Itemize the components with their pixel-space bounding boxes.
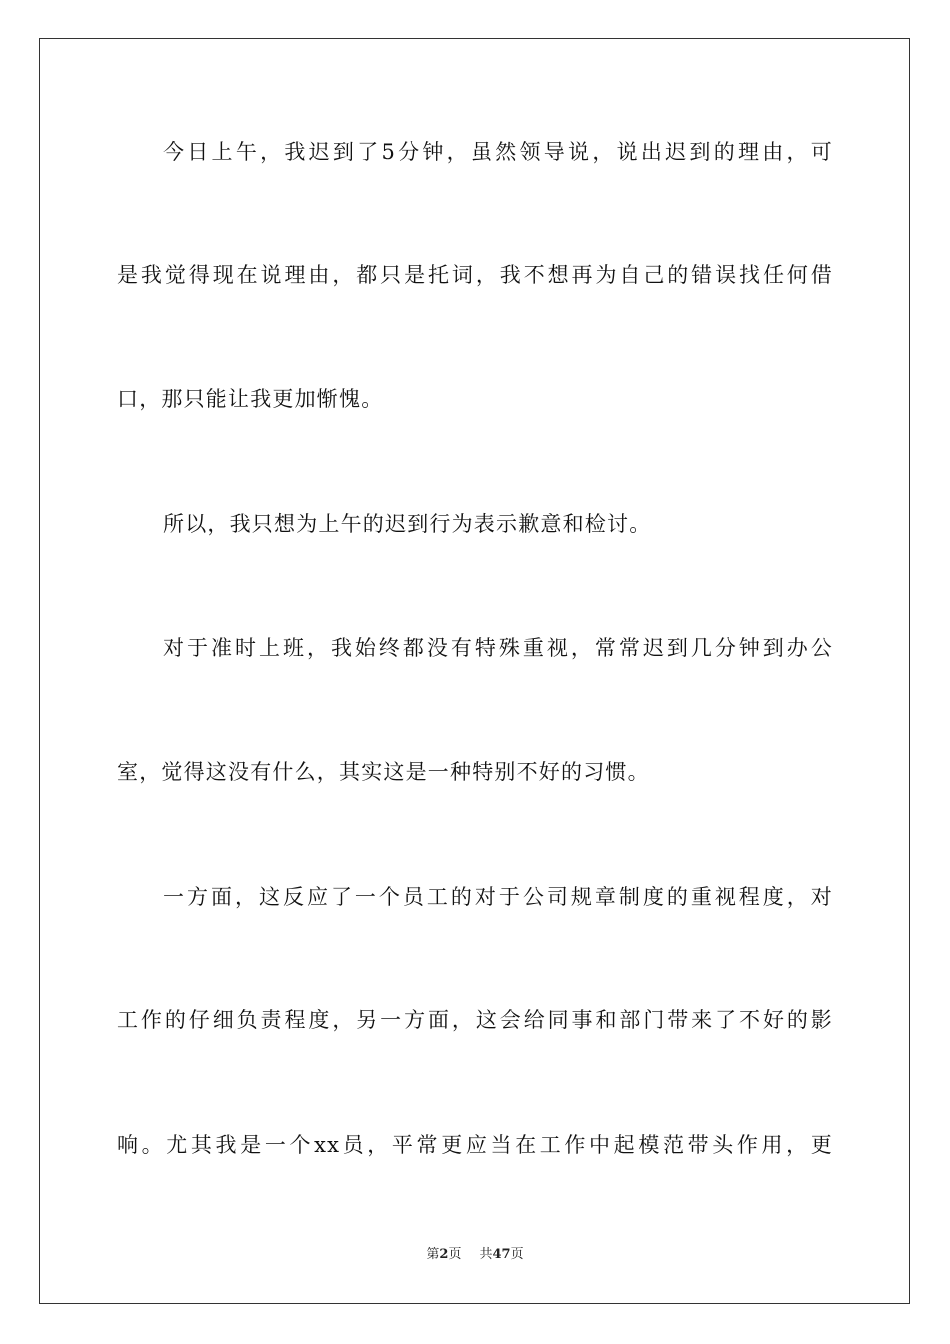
paragraph-line: 一方面，这反应了一个员工的对于公司规章制度的重视程度，对 bbox=[163, 885, 833, 909]
paragraph-line: 今日上午，我迟到了5分钟，虽然领导说，说出迟到的理由，可 bbox=[163, 140, 833, 164]
paragraph-line: 所以，我只想为上午的迟到行为表示歉意和检讨。 bbox=[163, 512, 652, 536]
paragraph-line: 是我觉得现在说理由，都只是托词，我不想再为自己的错误找任何借 bbox=[117, 263, 833, 287]
paragraph-line: 口，那只能让我更加惭愧。 bbox=[117, 387, 384, 411]
paragraph-line: 工作的仔细负责程度，另一方面，这会给同事和部门带来了不好的影 bbox=[117, 1008, 833, 1032]
page-number: 2 bbox=[439, 1247, 449, 1262]
page-footer bbox=[0, 1246, 950, 1264]
page-suffix: 页 bbox=[448, 1247, 462, 1262]
page-prefix: 第 bbox=[426, 1247, 440, 1262]
paragraph-line: 室，觉得这没有什么，其实这是一种特别不好的习惯。 bbox=[117, 760, 650, 784]
total-prefix: 共 bbox=[479, 1247, 493, 1262]
paragraph-line: 对于准时上班，我始终都没有特殊重视，常常迟到几分钟到办公 bbox=[163, 636, 833, 660]
paragraph-line: 响。尤其我是一个xx员，平常更应当在工作中起模范带头作用，更 bbox=[117, 1133, 833, 1157]
page-border bbox=[39, 38, 910, 1304]
total-pages: 47 bbox=[492, 1247, 511, 1262]
total-suffix: 页 bbox=[510, 1247, 524, 1262]
